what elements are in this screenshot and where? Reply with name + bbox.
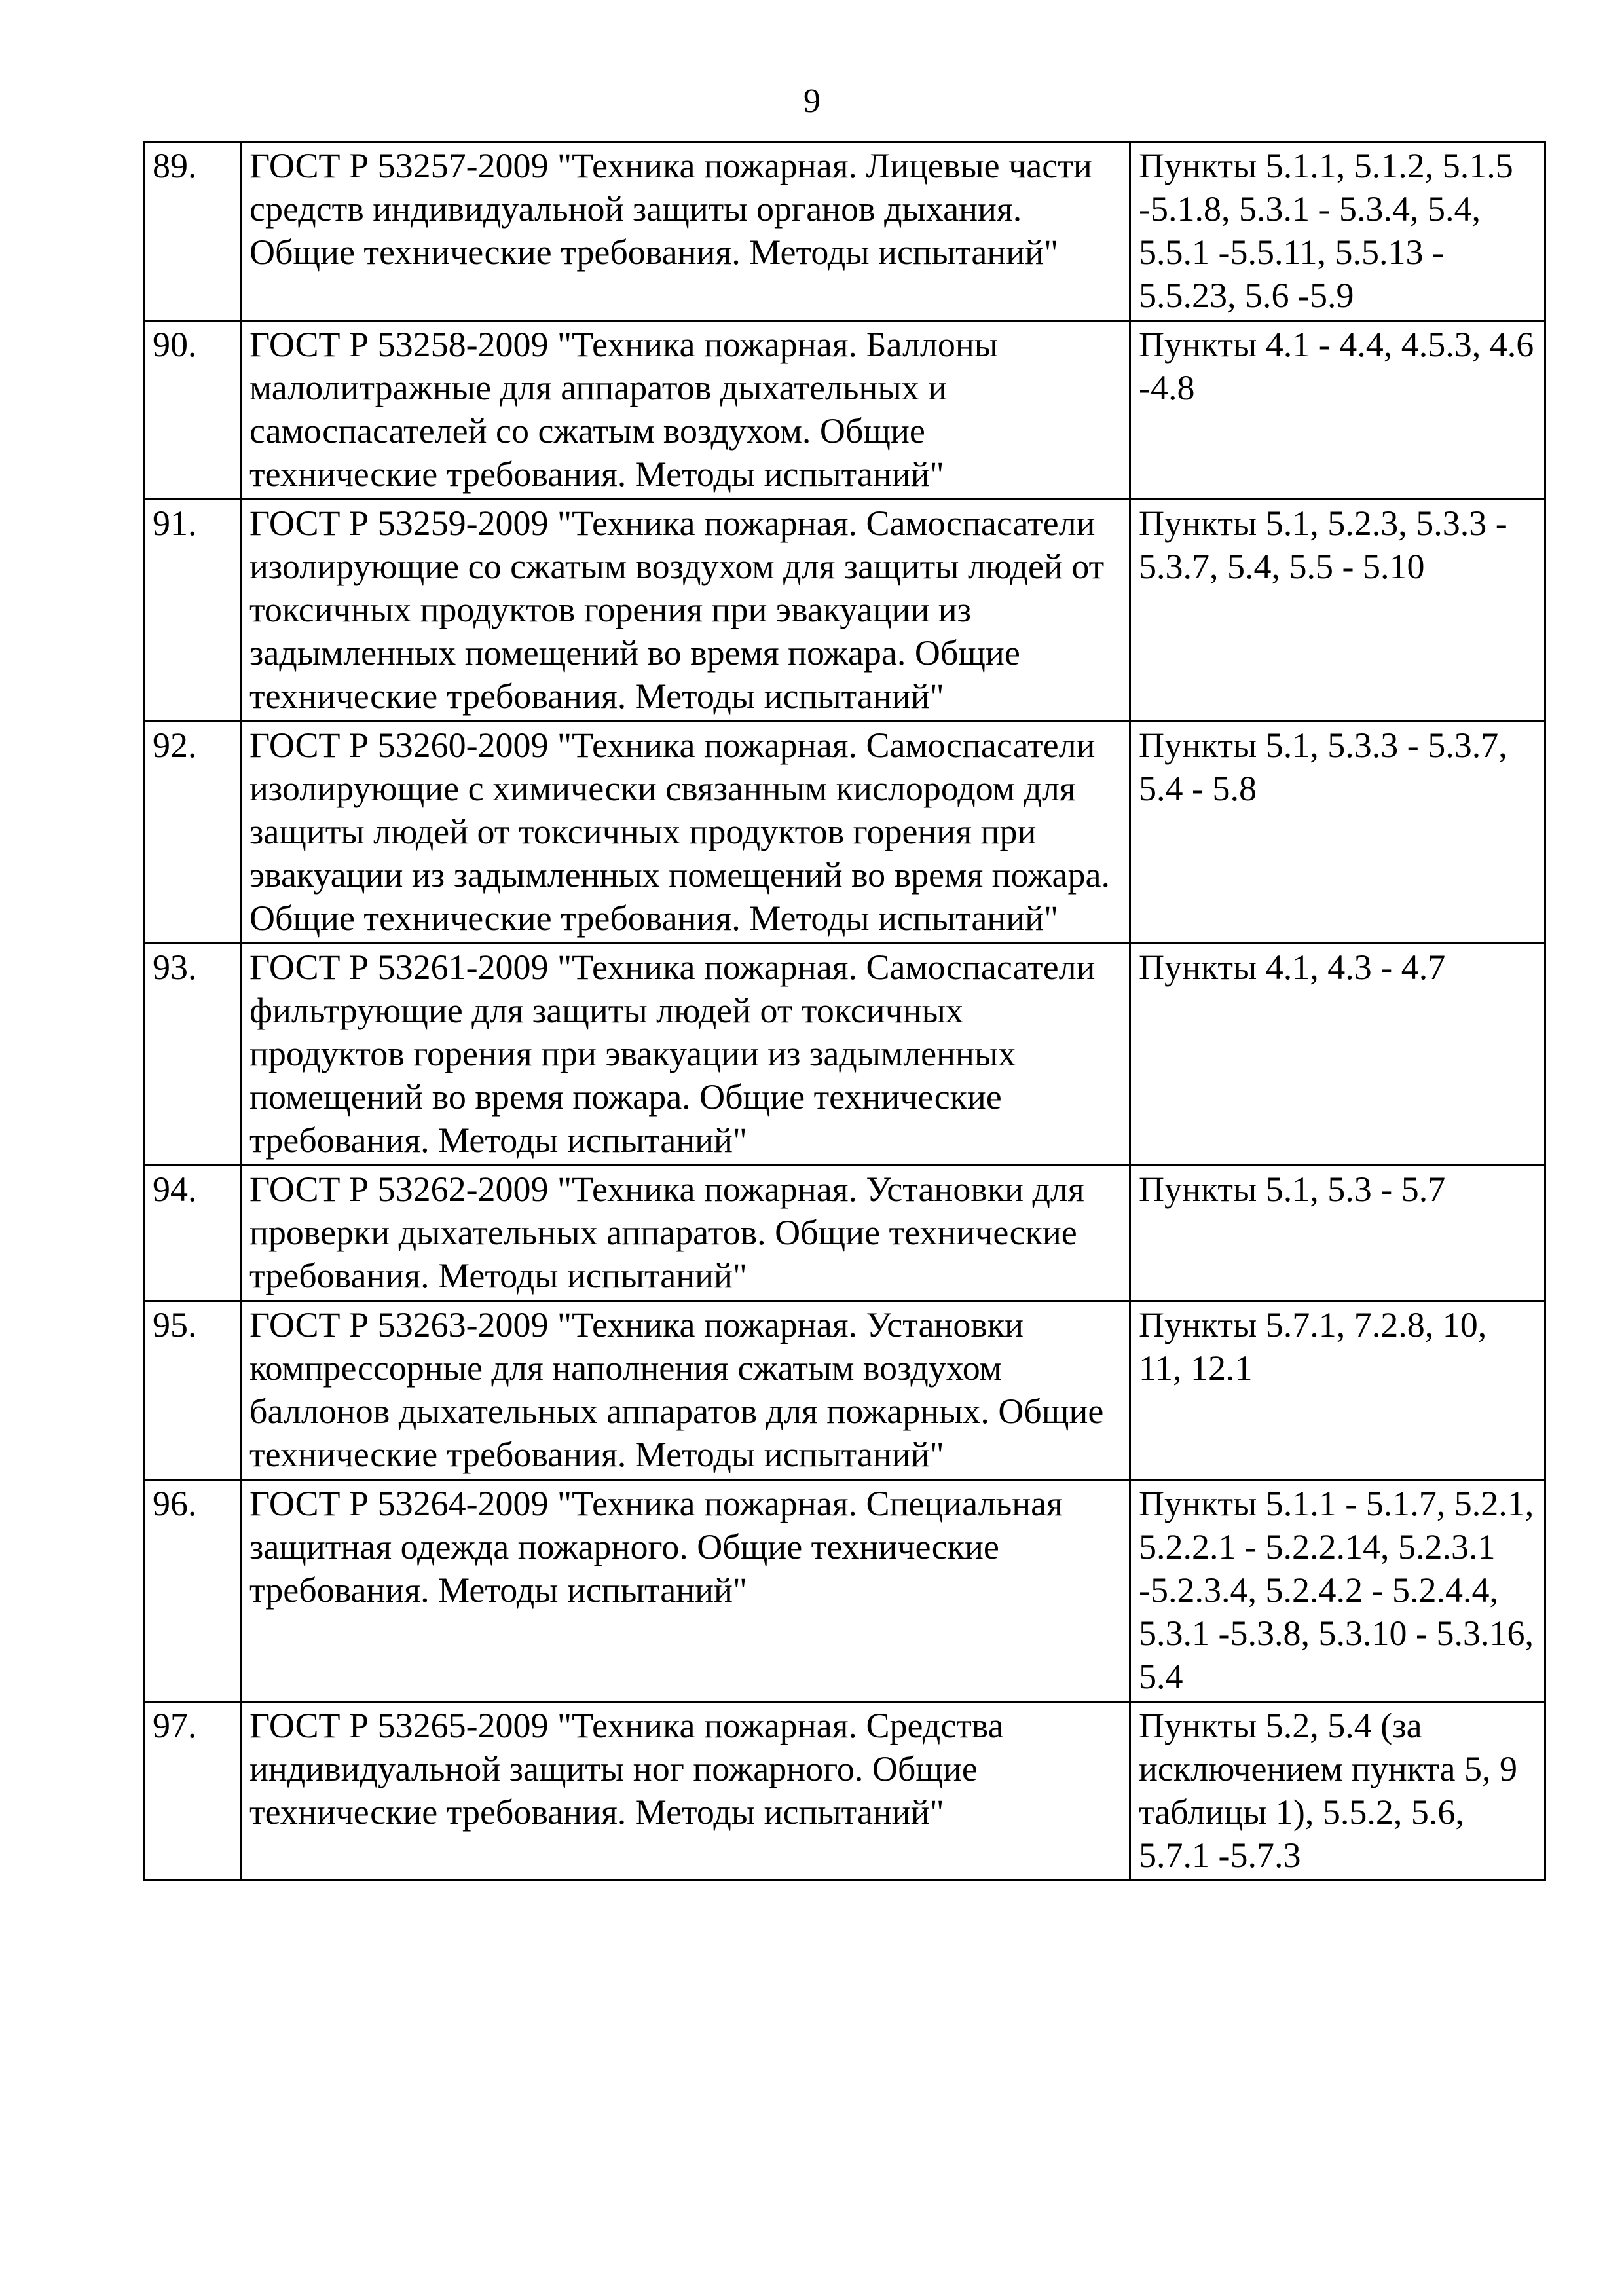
table-row bbox=[144, 1702, 1545, 1881]
row-number: 90. bbox=[144, 321, 241, 500]
applicable-clauses: Пункты 5.1.1 - 5.1.7, 5.2.1, 5.2.2.1 - 5.2.2.14, 5.2.3.1 -5.2.3.4, 5.2.4.2 - 5.2.4.4, 5.3.1 -5.3.8, 5.3.10 - 5.3.16, 5.4 bbox=[1130, 1480, 1545, 1702]
standard-title: ГОСТ Р 53265-2009 "Техника пожарная. Средства индивидуальной защиты ног пожарного. Общие технические требования. Методы испытаний" bbox=[241, 1702, 1130, 1881]
table-row bbox=[144, 321, 1545, 500]
applicable-clauses: Пункты 5.1, 5.3.3 - 5.3.7, 5.4 - 5.8 bbox=[1130, 722, 1545, 944]
applicable-clauses: Пункты 5.1, 5.3 - 5.7 bbox=[1130, 1166, 1545, 1301]
row-number: 91. bbox=[144, 500, 241, 722]
standards-table bbox=[143, 141, 1546, 1881]
table-row bbox=[144, 722, 1545, 944]
table-row bbox=[144, 500, 1545, 722]
applicable-clauses: Пункты 5.1.1, 5.1.2, 5.1.5 -5.1.8, 5.3.1 - 5.3.4, 5.4, 5.5.1 -5.5.11, 5.5.13 - 5.5.23, 5.6 -5.9 bbox=[1130, 142, 1545, 321]
row-number: 92. bbox=[144, 722, 241, 944]
applicable-clauses: Пункты 4.1, 4.3 - 4.7 bbox=[1130, 944, 1545, 1166]
standard-title: ГОСТ Р 53263-2009 "Техника пожарная. Установки компрессорные для наполнения сжатым воздухом баллонов дыхательных аппаратов для пожарных. Общие технические требования. Методы испытаний" bbox=[241, 1301, 1130, 1480]
applicable-clauses: Пункты 5.2, 5.4 (за исключением пункта 5, 9 таблицы 1), 5.5.2, 5.6, 5.7.1 -5.7.3 bbox=[1130, 1702, 1545, 1881]
page-number: 9 bbox=[803, 83, 821, 120]
applicable-clauses: Пункты 5.1, 5.2.3, 5.3.3 - 5.3.7, 5.4, 5.5 - 5.10 bbox=[1130, 500, 1545, 722]
standard-title: ГОСТ Р 53260-2009 "Техника пожарная. Самоспасатели изолирующие с химически связанным кислородом для защиты людей от токсичных продуктов горения при эвакуации из задымленных помещений во время пожара. Общие технические требования. Методы испытаний" bbox=[241, 722, 1130, 944]
row-number: 96. bbox=[144, 1480, 241, 1702]
standard-title: ГОСТ Р 53262-2009 "Техника пожарная. Установки для проверки дыхательных аппаратов. Общие технические требования. Методы испытаний" bbox=[241, 1166, 1130, 1301]
standard-title: ГОСТ Р 53264-2009 "Техника пожарная. Специальная защитная одежда пожарного. Общие технические требования. Методы испытаний" bbox=[241, 1480, 1130, 1702]
table-row bbox=[144, 142, 1545, 321]
table-row bbox=[144, 1301, 1545, 1480]
table-row bbox=[144, 1480, 1545, 1702]
standard-title: ГОСТ Р 53259-2009 "Техника пожарная. Самоспасатели изолирующие со сжатым воздухом для защиты людей от токсичных продуктов горения при эвакуации из задымленных помещений во время пожара. Общие технические требования. Методы испытаний" bbox=[241, 500, 1130, 722]
applicable-clauses: Пункты 4.1 - 4.4, 4.5.3, 4.6 -4.8 bbox=[1130, 321, 1545, 500]
row-number: 94. bbox=[144, 1166, 241, 1301]
row-number: 97. bbox=[144, 1702, 241, 1881]
standard-title: ГОСТ Р 53257-2009 "Техника пожарная. Лицевые части средств индивидуальной защиты органов дыхания. Общие технические требования. Методы испытаний" bbox=[241, 142, 1130, 321]
row-number: 89. bbox=[144, 142, 241, 321]
row-number: 95. bbox=[144, 1301, 241, 1480]
row-number: 93. bbox=[144, 944, 241, 1166]
table-row bbox=[144, 944, 1545, 1166]
standard-title: ГОСТ Р 53258-2009 "Техника пожарная. Баллоны малолитражные для аппаратов дыхательных и самоспасателей со сжатым воздухом. Общие технические требования. Методы испытаний" bbox=[241, 321, 1130, 500]
applicable-clauses: Пункты 5.7.1, 7.2.8, 10, 11, 12.1 bbox=[1130, 1301, 1545, 1480]
standard-title: ГОСТ Р 53261-2009 "Техника пожарная. Самоспасатели фильтрующие для защиты людей от токсичных продуктов горения при эвакуации из задымленных помещений во время пожара. Общие технические требования. Методы испытаний" bbox=[241, 944, 1130, 1166]
table-row bbox=[144, 1166, 1545, 1301]
